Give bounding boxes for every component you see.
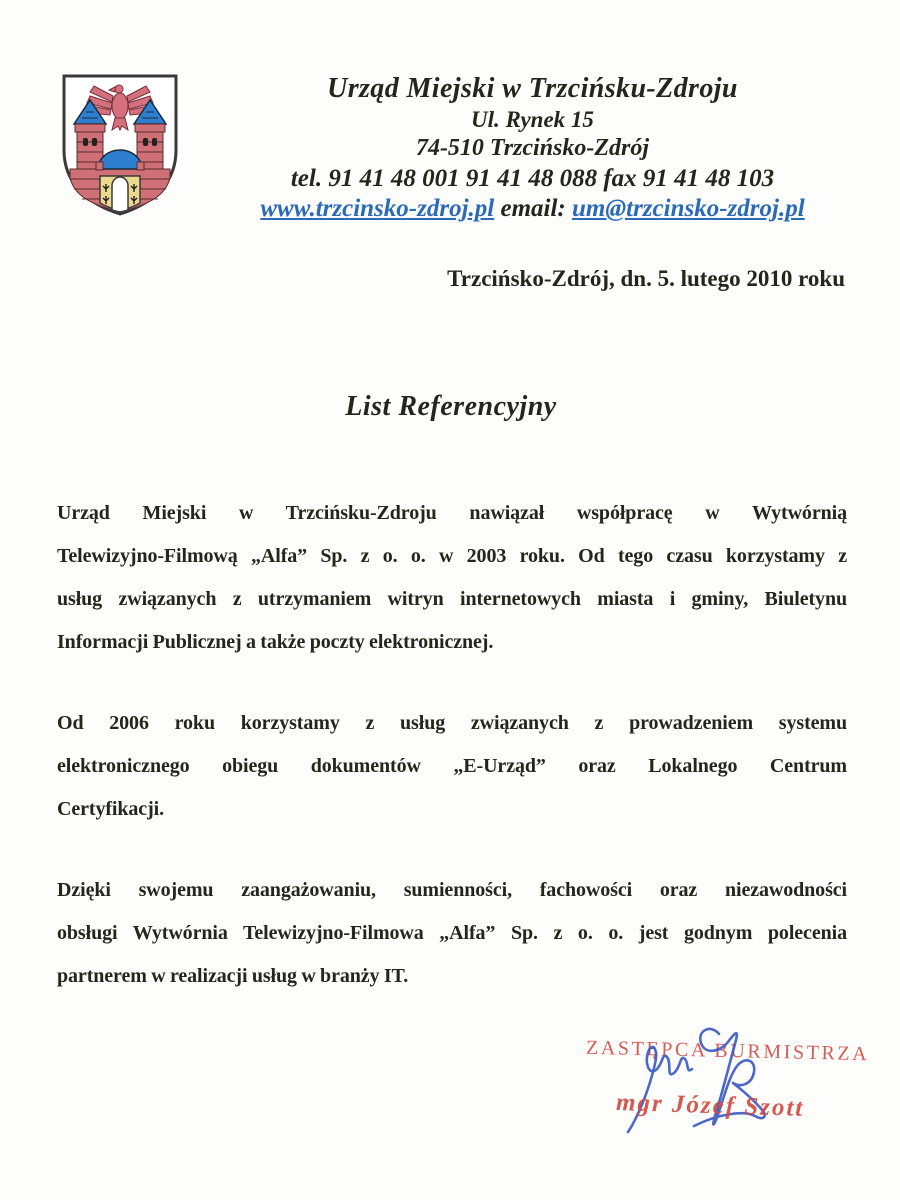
body-line: Dzięki swojemu zaangażowaniu, sumienności, fachowości oraz niezawodności bbox=[57, 879, 847, 901]
address-street: Ul. Rynek 15 bbox=[471, 107, 594, 133]
body-line: Od 2006 roku korzystamy z usług związanych z prowadzeniem systemu bbox=[57, 712, 847, 734]
phone-fax-line: tel. 91 41 48 001 91 41 48 088 fax 91 41 48 103 bbox=[290, 164, 775, 192]
letterhead bbox=[185, 74, 880, 222]
body-line: Informacji Publicznej a także poczty elektronicznej. bbox=[57, 631, 494, 653]
body-line: Telewizyjno-Filmową „Alfa” Sp. z o. o. w 2003 roku. Od tego czasu korzystamy z bbox=[57, 545, 847, 567]
email-label: email: bbox=[500, 194, 566, 222]
body-line: partnerem w realizacji usług w branży IT. bbox=[57, 965, 409, 987]
contact-links-line bbox=[185, 195, 880, 222]
org-name: Urząd Miejski w Trzcińsku-Zdroju bbox=[327, 73, 738, 104]
body-line: Certyfikacji. bbox=[57, 798, 164, 820]
paragraph-3 bbox=[57, 869, 847, 998]
body-line: obsługi Wytwórnia Telewizyjno-Filmowa „Alfa” Sp. z o. o. jest godnym polecenia bbox=[57, 922, 847, 944]
letter-title: List Referencyjny bbox=[345, 391, 557, 422]
date-line: Trzcińsko-Zdrój, dn. 5. lutego 2010 roku bbox=[447, 266, 845, 291]
body-line: elektronicznego obiegu dokumentów „E-Urząd” oraz Lokalnego Centrum bbox=[57, 755, 847, 777]
body-line: usług związanych z utrzymaniem witryn internetowych miasta i gminy, Biuletynu bbox=[57, 588, 847, 610]
handwritten-signature bbox=[598, 1016, 818, 1146]
address-city: 74-510 Trzcińsko-Zdrój bbox=[415, 135, 650, 162]
stamp-signer-name: mgr Józef Szott bbox=[615, 1089, 805, 1122]
letter-body bbox=[57, 492, 847, 1036]
stamp-title: ZASTĘPCA BURMISTRZA bbox=[585, 1036, 870, 1066]
website-link[interactable]: www.trzcinsko-zdroj.pl bbox=[260, 194, 495, 222]
coat-of-arms-trzcinsko-zdroj bbox=[60, 72, 180, 218]
email-link[interactable]: um@trzcinsko-zdroj.pl bbox=[571, 194, 805, 222]
paragraph-2 bbox=[57, 702, 847, 831]
paragraph-1 bbox=[57, 492, 847, 664]
body-line: Urząd Miejski w Trzcińsku-Zdroju nawiązał współpracę w Wytwórnią bbox=[57, 502, 847, 524]
